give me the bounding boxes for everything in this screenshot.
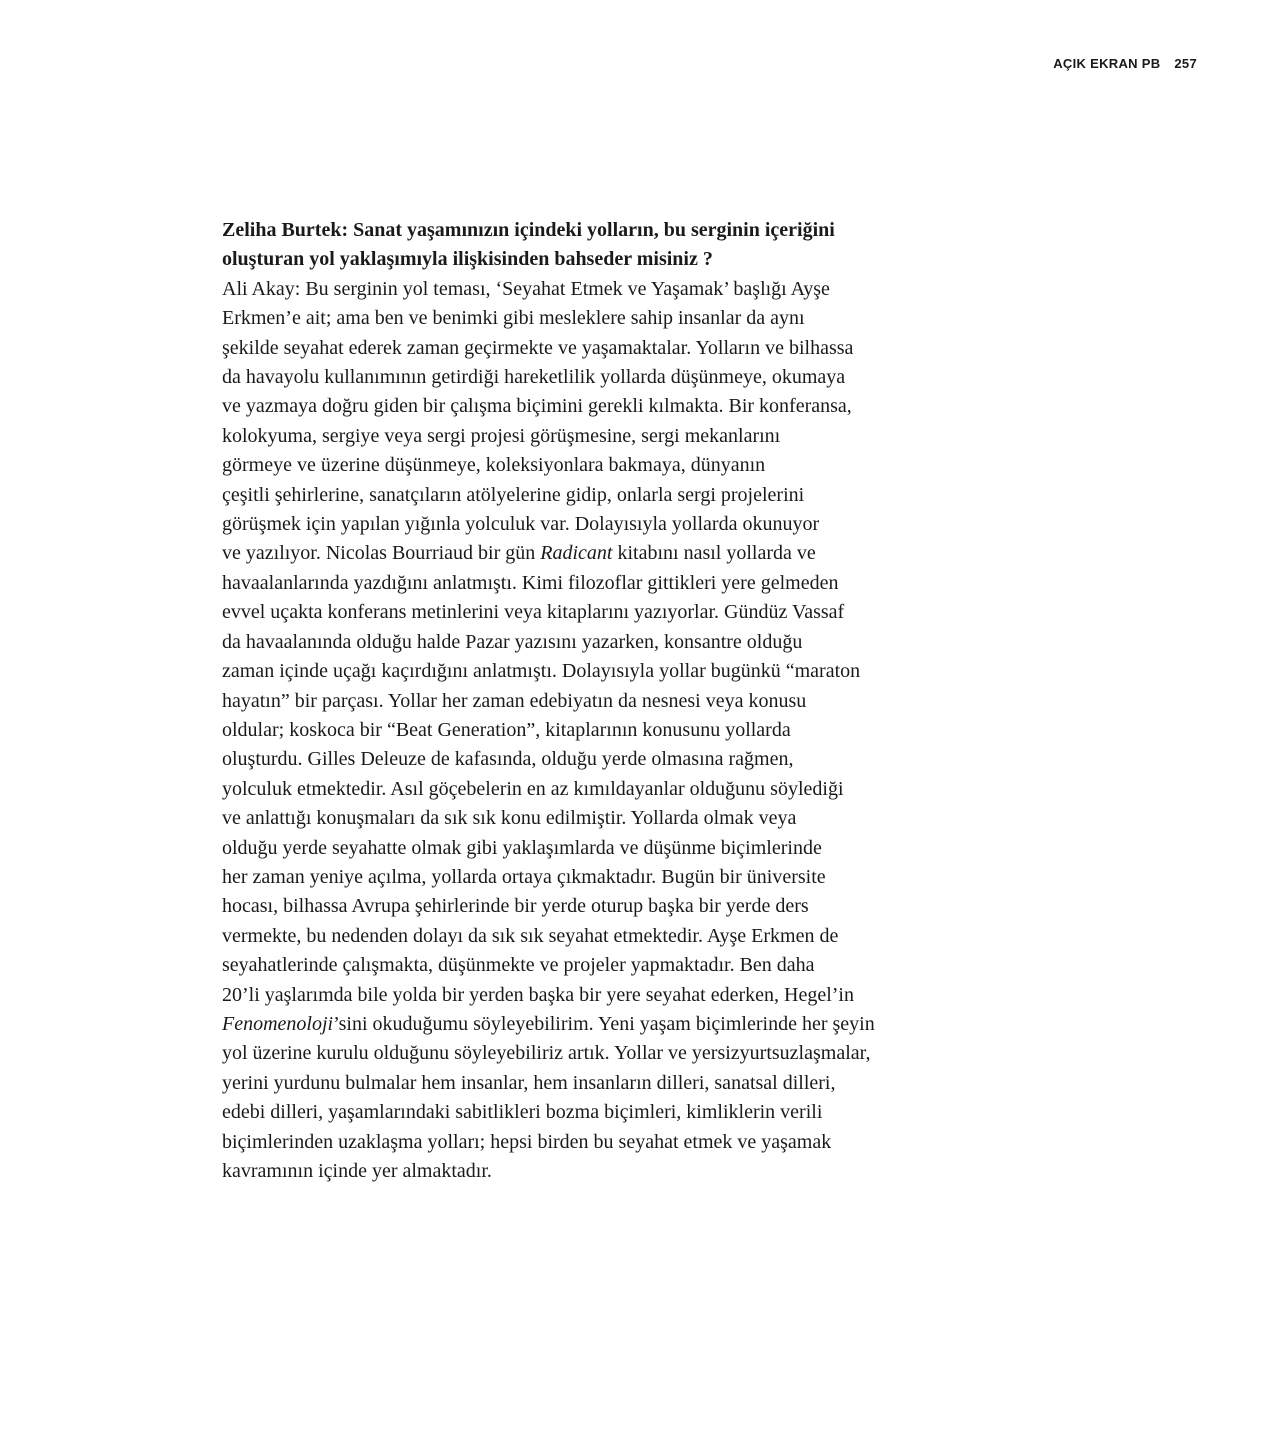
interview-question (222, 216, 982, 275)
answer-line: da havayolu kullanımının getirdiği hareketlilik yollarda düşünmeye, okumaya (222, 366, 846, 389)
answer-line: yolculuk etmektedir. Asıl göçebelerin en az kımıldayanlar olduğunu söylediği (222, 777, 844, 800)
answer-line: her zaman yeniye açılma, yollarda ortaya çıkmaktadır. Bugün bir üniversite (222, 865, 826, 888)
answer-line: hocası, bilhassa Avrupa şehirlerinde bir yerde oturup başka bir yerde ders (222, 895, 809, 918)
book-title-fenomenoloji: Fenomenoloji (222, 1012, 334, 1035)
answer-line: çeşitli şehirlerine, sanatçıların atölyelerine gidip, onlarla sergi projelerini (222, 483, 805, 506)
answer-line: biçimlerinden uzaklaşma yolları; hepsi birden bu seyahat etmek ve yaşamak (222, 1130, 832, 1153)
answer-line: zaman içinde uçağı kaçırdığını anlatmıştı. Dolayısıyla yollar bugünkü “maraton (222, 660, 861, 683)
answer-line: kolokyuma, sergiye veya sergi projesi görüşmesine, sergi mekanlarını (222, 424, 781, 447)
answer-line: kavramının içinde yer almaktadır. (222, 1160, 492, 1182)
answer-line: oldular; koskoca bir “Beat Generation”, kitaplarının konusunu yollarda (222, 718, 791, 741)
interview-answer (222, 275, 982, 1187)
question-line: oluşturan yol yaklaşımıyla ilişkisinden bahseder misiniz ? (222, 248, 713, 271)
answer-line: şekilde seyahat ederek zaman geçirmekte ve yaşamaktalar. Yolların ve bilhassa (222, 336, 854, 359)
book-title-radicant: Radicant (540, 542, 613, 565)
question-line: Zeliha Burtek: Sanat yaşamınızın içindeki yolların, bu serginin içeriğini (222, 219, 835, 241)
answer-line: yol üzerine kurulu olduğunu söyleyebiliriz artık. Yollar ve yersizyurtsuzlaşmalar, (222, 1042, 871, 1065)
answer-line: Erkmen’e ait; ama ben ve benimki gibi mesleklere sahip insanlar da aynı (222, 307, 805, 330)
answer-line: vermekte, bu nedenden dolayı da sık sık seyahat etmektedir. Ayşe Erkmen de (222, 924, 839, 947)
answer-text: kitabını nasıl yollarda ve (612, 542, 816, 565)
article-body (222, 216, 982, 1186)
page-number: 257 (1174, 56, 1197, 71)
answer-line: evvel uçakta konferans metinlerini veya kitaplarını yazıyorlar. Gündüz Vassaf (222, 601, 845, 624)
answer-line: ve yazmaya doğru giden bir çalışma biçimini gerekli kılmakta. Bir konferansa, (222, 395, 852, 418)
answer-line: da havaalanında olduğu halde Pazar yazısını yazarken, konsantre olduğu (222, 630, 803, 653)
answer-line: görüşmek için yapılan yığınla yolculuk var. Dolayısıyla yollarda okunuyor (222, 513, 820, 536)
answer-line: yerini yurdunu bulmalar hem insanlar, hem insanların dilleri, sanatsal dilleri, (222, 1071, 836, 1094)
answer-line: edebi dilleri, yaşamlarındaki sabitlikleri bozma biçimleri, kimliklerin verili (222, 1101, 823, 1124)
answer-line: ve anlattığı konuşmaları da sık sık konu edilmiştir. Yollarda olmak veya (222, 807, 797, 830)
section-title: AÇIK EKRAN PB (1053, 56, 1161, 71)
answer-text: ve yazılıyor. Nicolas Bourriaud bir gün (222, 542, 541, 565)
answer-line: hayatın” bir parçası. Yollar her zaman edebiyatın da nesnesi veya konusu (222, 689, 807, 712)
answer-line: havaalanlarında yazdığını anlatmıştı. Kimi filozoflar gittikleri yere gelmeden (222, 571, 839, 594)
answer-line: Ali Akay: Bu serginin yol teması, ‘Seyahat Etmek ve Yaşamak’ başlığı Ayşe (222, 277, 830, 300)
answer-line (222, 539, 982, 568)
answer-text: ’sini okuduğumu söyleyebilirim. Yeni yaşam biçimlerinde her şeyin (333, 1012, 875, 1035)
answer-line: 20’li yaşlarımda bile yolda bir yerden başka bir yere seyahat ederken, Hegel’in (222, 983, 854, 1006)
answer-line: görmeye ve üzerine düşünmeye, koleksiyonlara bakmaya, dünyanın (222, 454, 766, 477)
running-header (1053, 56, 1197, 71)
answer-line: oluşturdu. Gilles Deleuze de kafasında, olduğu yerde olmasına rağmen, (222, 748, 794, 771)
answer-line (222, 1010, 982, 1039)
answer-line: seyahatlerinde çalışmakta, düşünmekte ve projeler yapmaktadır. Ben daha (222, 954, 815, 977)
answer-line: olduğu yerde seyahatte olmak gibi yaklaşımlarda ve düşünme biçimlerinde (222, 836, 822, 859)
